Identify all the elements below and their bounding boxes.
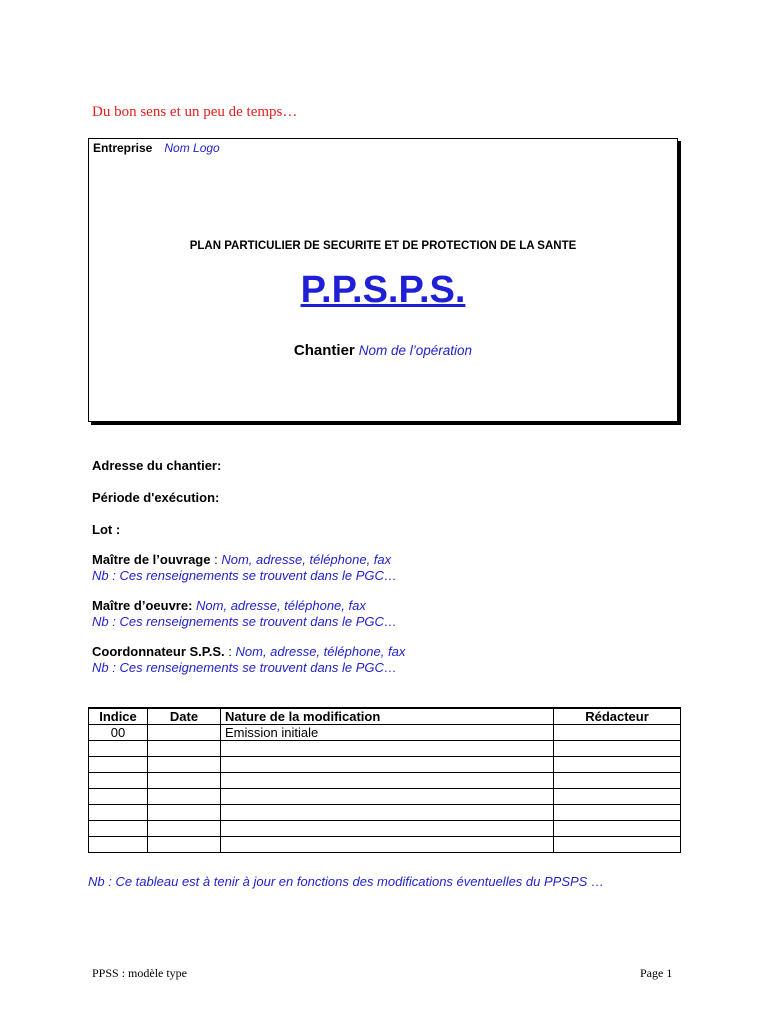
cell-redacteur — [554, 757, 681, 773]
cell-indice — [89, 837, 148, 853]
cell-redacteur — [554, 805, 681, 821]
company-line — [93, 141, 220, 155]
site-value: Nom de l’opération — [358, 343, 473, 358]
footer-page-number: Page 1 — [640, 966, 673, 980]
architect-label: Maître d’oeuvre: — [92, 598, 193, 613]
table-row — [89, 789, 681, 805]
revision-header-row — [89, 708, 681, 725]
cell-date — [148, 725, 221, 741]
table-row — [89, 821, 681, 837]
owner-label: Maître de l’ouvrage — [92, 552, 211, 567]
company-value: Nom Logo — [164, 141, 220, 155]
cell-date — [148, 741, 221, 757]
cell-redacteur — [554, 837, 681, 853]
cell-nature — [221, 741, 554, 757]
cell-indice — [89, 741, 148, 757]
cover-box — [88, 138, 678, 422]
cell-nature — [221, 837, 554, 853]
coordinator-note: Nb : Ces renseignements se trouvent dans le PGC… — [92, 660, 397, 675]
cell-indice — [89, 789, 148, 805]
cell-date — [148, 805, 221, 821]
header-nature: Nature de la modification — [221, 708, 554, 725]
owner-field — [92, 552, 397, 584]
cell-indice — [89, 757, 148, 773]
cell-date — [148, 821, 221, 837]
company-label: Entreprise — [93, 141, 153, 155]
table-row — [89, 805, 681, 821]
table-row — [89, 757, 681, 773]
cell-indice: 00 — [89, 725, 148, 741]
site-line — [89, 342, 677, 359]
cell-indice — [89, 805, 148, 821]
lot-label: Lot : — [92, 522, 121, 537]
cell-date — [148, 789, 221, 805]
cell-redacteur — [554, 821, 681, 837]
coordinator-field — [92, 644, 405, 676]
document-acronym: P.P.S.P.S. — [300, 269, 466, 311]
plan-title: PLAN PARTICULIER DE SECURITE ET DE PROTECTION DE LA SANTE — [189, 240, 577, 252]
architect-value: Nom, adresse, téléphone, fax — [192, 598, 366, 613]
architect-field — [92, 598, 397, 630]
table-row — [89, 741, 681, 757]
cell-indice — [89, 821, 148, 837]
lot-field — [92, 522, 120, 538]
header-redacteur: Rédacteur — [554, 708, 681, 725]
table-note: Nb : Ce tableau est à tenir à jour en fonctions des modifications éventuelles du PPSPS … — [88, 874, 604, 889]
cell-date — [148, 773, 221, 789]
cell-nature — [221, 757, 554, 773]
footer-document-name: PPSS : modèle type — [92, 966, 188, 980]
site-label: Chantier — [293, 342, 355, 359]
table-row — [89, 837, 681, 853]
header-indice: Indice — [89, 708, 148, 725]
tagline: Du bon sens et un peu de temps… — [92, 104, 298, 120]
address-field — [92, 458, 221, 474]
period-field — [92, 490, 219, 506]
owner-note: Nb : Ces renseignements se trouvent dans le PGC… — [92, 568, 397, 583]
cell-redacteur — [554, 741, 681, 757]
cell-redacteur — [554, 773, 681, 789]
cell-redacteur — [554, 789, 681, 805]
cell-nature: Emission initiale — [221, 725, 554, 741]
revision-table — [88, 707, 681, 853]
cell-date — [148, 757, 221, 773]
cell-nature — [221, 805, 554, 821]
owner-separator: : — [210, 552, 222, 567]
cell-nature — [221, 821, 554, 837]
cell-redacteur — [554, 725, 681, 741]
cell-indice — [89, 773, 148, 789]
cell-date — [148, 837, 221, 853]
table-row — [89, 773, 681, 789]
table-row — [89, 725, 681, 741]
period-label: Période d'exécution: — [92, 490, 220, 505]
owner-value: Nom, adresse, téléphone, fax — [221, 552, 392, 567]
coordinator-value: Nom, adresse, téléphone, fax — [235, 644, 406, 659]
address-label: Adresse du chantier: — [92, 458, 222, 473]
architect-note: Nb : Ces renseignements se trouvent dans le PGC… — [92, 614, 397, 629]
cell-nature — [221, 773, 554, 789]
header-date: Date — [148, 708, 221, 725]
coordinator-label: Coordonnateur S.P.S. — [92, 644, 225, 659]
coordinator-separator: : — [224, 644, 236, 659]
cell-nature — [221, 789, 554, 805]
